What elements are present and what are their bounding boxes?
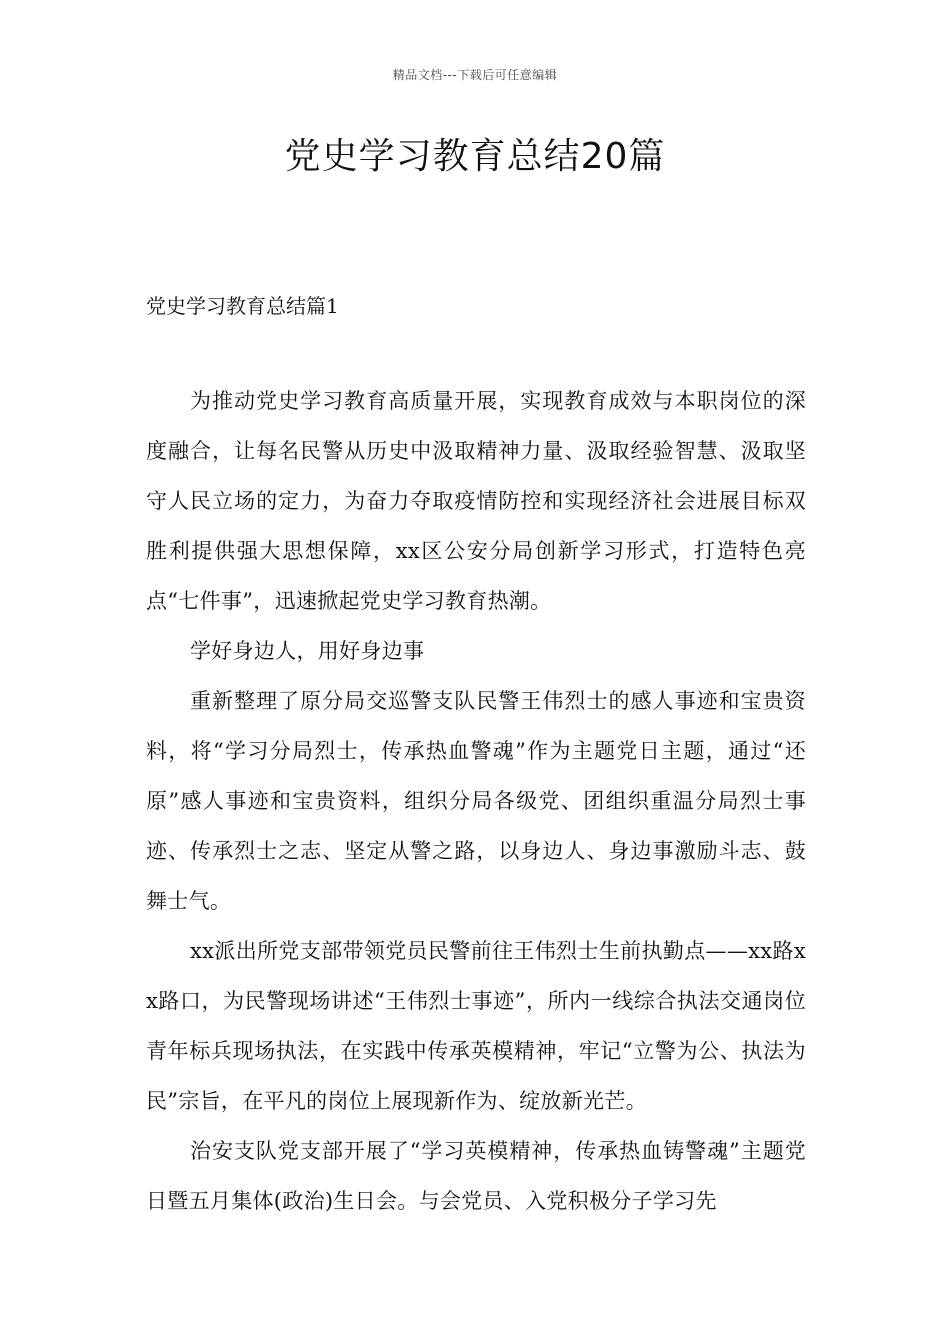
paragraph-martyr-materials: 重新整理了原分局交巡警支队民警王伟烈士的感人事迹和宝贵资料，将“学习分局烈士，传承热血警魂”作为主题党日主题，通过“还原”感人事迹和宝贵资料，组织分局各级党、团组织重温分局烈士事迹、传承烈士之志、坚定从警之路，以身边人、身边事激励斗志、鼓舞士气。 [146, 689, 806, 913]
paragraph-subheading: 学好身边人，用好身边事 [190, 639, 425, 663]
header-note: 精品文档---下载后可任意编辑 [392, 68, 558, 82]
document-title: 党史学习教育总结20篇 [284, 136, 666, 177]
paragraph-police-station: xx派出所党支部带领党员民警前往王伟烈士生前执勤点——xx路xx路口，为民警现场讲述“王伟烈士事迹”，所内一线综合执法交通岗位青年标兵现场执法，在实践中传承英模精神，牢记“立警为公、执法为民”宗旨，在平凡的岗位上展现新作为、绽放新光芒。 [146, 939, 806, 1113]
paragraph-security-branch: 治安支队党支部开展了“学习英模精神，传承热血铸警魂”主题党日暨五月集体(政治)生日会。与会党员、入党积极分子学习先 [146, 1139, 806, 1213]
body-text [146, 376, 806, 1226]
section-heading: 党史学习教育总结篇1 [146, 294, 339, 318]
paragraph-intro: 为推动党史学习教育高质量开展，实现教育成效与本职岗位的深度融合，让每名民警从历史中汲取精神力量、汲取经验智慧、汲取坚守人民立场的定力，为奋力夺取疫情防控和实现经济社会进展目标双胜利提供强大思想保障，xx区公安分局创新学习形式，打造特色亮点“七件事”，迅速掀起党史学习教育热潮。 [146, 389, 806, 613]
